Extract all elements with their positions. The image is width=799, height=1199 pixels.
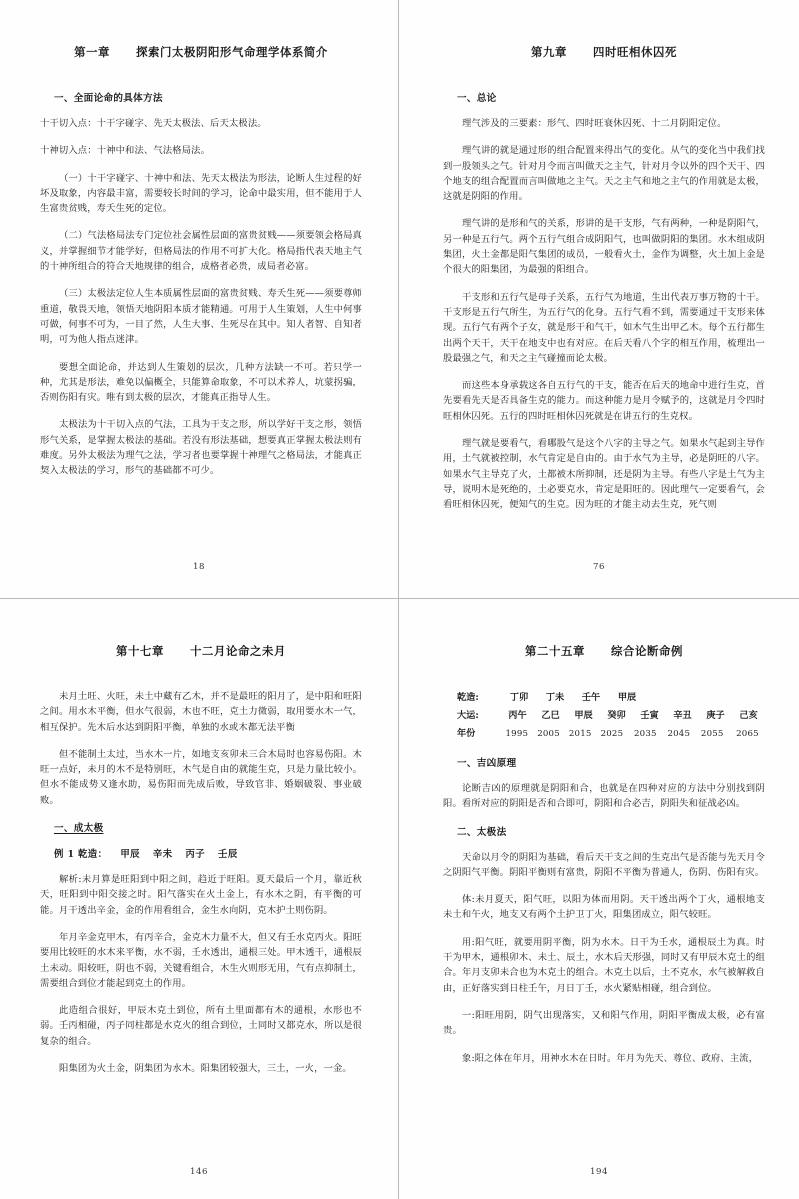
section-heading: 一、吉凶原理 xyxy=(457,758,517,769)
pillar-month: 辛未 xyxy=(152,849,173,861)
paragraph: 年月辛金克甲木，有丙辛合，金克木力量不大，但又有壬水克丙火。阳旺要用比较旺的水木来平衡，水不弱，壬水透出，通根三处。甲木透干，通根辰土未动。阳较旺，阴也不弱，关键看组合，木生火则形无用，气有点抑制土，需要组合到位才能起到克土的作用。 xyxy=(40,931,362,989)
page-content-194 xyxy=(399,599,799,1199)
chapter-title: 四时旺相休囚死 xyxy=(593,45,677,59)
chapter-number: 第一章 xyxy=(74,45,111,59)
paragraph: 理气就是要看气，看哪股气是这个八字的主导之气。如果水气起到主导作用，土气就被控制，水气肯定是自由的。由于水气为主导，必是阴旺的八字。如果水气主导克了火，土都被木所抑制，还是阴为主导。有些八字是土气为主导，说明木是死绝的，土必要克水，肯定是阳旺的。因此理气一定要看气，会看旺相休囚死，便知气的生克。因为旺的才能主动去生克，死气则 xyxy=(443,438,765,511)
cell: 癸卯 xyxy=(607,710,626,721)
page-content-18 xyxy=(0,0,398,598)
cell: 甲辰 xyxy=(574,710,593,721)
pillar-day: 丙子 xyxy=(185,849,206,861)
book-page-194 xyxy=(399,599,799,1199)
cell: 2005 xyxy=(537,729,560,739)
row-label-luck: 大运: xyxy=(457,710,479,721)
row-label-years: 年份 xyxy=(457,728,476,739)
paragraph: 但不能制土太过，当水木一片，如地支亥卯未三合木局时也容易伤阳。木旺一点好，未月的木不是特别旺，木气是自由的就能生克，只是力量比较小。但水不能成势又逢水助，易伤阳而先成后败，导致官非、婚姻破裂、事业破败。 xyxy=(40,748,362,806)
cell: 2035 xyxy=(634,729,657,739)
paragraph: （三）太极法定位人生本质属性层面的富贵贫贱、寿夭生死——须要尊师重道，敬畏天地，领悟天地阴阳本质才能精通。可用于人生策划，人生中何事可做，何事不可为，一目了然，人生大事、生死尽在其中。知人者智、自知者明，可为他人指点迷津。 xyxy=(40,288,362,346)
chapter-title: 探索门太极阴阳形气命理学体系简介 xyxy=(136,45,328,59)
section-heading: 一、成太极 xyxy=(54,823,104,835)
paragraph: 太极法为十干切入点的气法，工具为干支之形，所以学好干支之形，领悟形气关系，是掌握太极法的基础。若没有形法基础，想要真正掌握太极法则有难度。另外太极法为理气之法，学习者也要掌握十神理气之格局法，才能真正契入太极法的学习，形气的基础都不可少。 xyxy=(40,419,362,477)
pillar-year: 甲辰 xyxy=(120,849,140,861)
paragraph: 象:阳之体在年月，用神水木在日时。年月为先天、尊位、政府、主流， xyxy=(462,1052,759,1064)
page-number: 146 xyxy=(190,1167,208,1177)
chapter-title: 综合论断命例 xyxy=(611,644,683,658)
cell: 丙午 xyxy=(508,710,527,721)
chapter-number: 第十七章 xyxy=(116,644,165,658)
paragraph: 要想全面论命，并达到人生策划的层次，几种方法缺一不可。若只学一种，尤其是形法，难免以偏概全，只能算命取象，不可以术养人，坑蒙拐骗，否则伤阳有灾。唯有到太极的层次，才能真正指导人生。 xyxy=(40,361,362,404)
paragraph: 十干切入点：十干字碰字、先天太极法、后天太极法。 xyxy=(40,118,267,129)
section-heading: 二、太极法 xyxy=(457,826,507,838)
paragraph: 干支形和五行气是母子关系，五行气为地道，生出代表万事万物的十干。干支形是五行气所生，为五行气的化身。五行气看不到，需要通过干支形来体现。五行气有两个子女，就是形干和气干，如木气生出甲乙木。每个五行都生出两个天干，天干在地支中也有对应。在后天看八个字的相互作用，梳理出一股最强之气，和天之主气碰撞而论太极。 xyxy=(443,291,765,364)
paragraph: 此造组合很好，甲辰木克土到位，所有土里面都有木的通根，水形也不弱。壬丙相碰，丙子同柱都是水克火的组合到位，土同时又都克水，所以是很复杂的组合。 xyxy=(40,1005,362,1047)
paragraph: 理气讲的就是通过形的组合配置来得出气的变化。从气的变化当中我们找到一股领头之气。针对月令而言叫做天之主气，针对月令以外的四个天干、四个地支的组合配置而言叫做地之主气。天之主气和地之主气的作用就是太极，这就是阴阳的作用。 xyxy=(443,145,765,203)
paragraph: 用:阳气旺，就要用阴平衡，阴为水木。日干为壬水，通根辰土为真。时干为甲木，通根卯木、未土、辰土，水木后天形强，同时又有甲辰木克土的组合。年月支卯未合也为木克土的组合。木克土以后，土不克水，水气被解救自由，正好落实到日柱壬午，月日丁壬，水火紧贴相碰，组合到位。 xyxy=(443,936,765,994)
chapter-heading-76 xyxy=(443,44,765,60)
book-page-18 xyxy=(0,0,399,599)
cell: 丁卯 xyxy=(509,692,529,703)
example-chart-label xyxy=(40,846,362,860)
cell: 2045 xyxy=(667,729,691,739)
cell: 2065 xyxy=(736,729,759,739)
chapter-title: 十二月论命之未月 xyxy=(190,644,286,658)
paragraph: 理气讲的是形和气的关系，形讲的是干支形，气有两种，一种是阴阳气，另一种是五行气。两个五行气组合成阴阳气，也叫做阴阳的集团。水木组成阴集团，火土金都是阳气集团的成员，一般看火土，金作为调整，火土加上金是个很大的阳集团，为最强的阳组合。 xyxy=(443,218,765,276)
destiny-chart-table xyxy=(443,689,765,739)
cell: 乙巳 xyxy=(541,710,560,721)
chapter-number: 第九章 xyxy=(531,45,568,59)
cell: 2055 xyxy=(700,729,724,739)
paragraph: 论断吉凶的原理就是阴阳和合，也就是在四种对应的方法中分别找到阴阳。看所对应的阴阳是否和合即可，阴阳和合必吉，阴阳失和征战必凶。 xyxy=(443,783,765,810)
page-content-146 xyxy=(0,599,398,1199)
page-number: 76 xyxy=(593,562,605,572)
cell: 庚子 xyxy=(706,710,725,721)
paragraph: （一）十干字碰字、十神中和法、先天太极法为形法，论断人生过程的好坏及取象，内容最丰富，需要较长时间的学习，论命中最实用，但不能用于人生富贵贫贱，寿夭生死的定位。 xyxy=(40,172,362,215)
row-label-natal: 乾造: xyxy=(457,692,479,703)
book-page-146 xyxy=(0,599,399,1199)
chapter-number: 第二十五章 xyxy=(525,644,585,658)
paragraph: 十神切入点：十神中和法、气法格局法。 xyxy=(40,145,211,157)
book-page-76 xyxy=(399,0,799,599)
page-number: 18 xyxy=(193,562,205,572)
chapter-heading-146 xyxy=(40,643,362,659)
chart-row-years xyxy=(457,725,765,739)
paragraph: 天命以月令的阴阳为基础，看后天干支之间的生克出气是否能与先天月令之阴阳气平衡。阴阳平衡则有富贵，阴阳不平衡为普通人，伤阴、伤阳有灾。 xyxy=(443,851,765,878)
paragraph: 阳集团为火土金，阴集团为水木。阳集团较强大，三土，一火，一金。 xyxy=(59,1063,352,1075)
cell: 壬寅 xyxy=(640,710,659,721)
paragraph: 一:阳旺用阴，阴气出现落实，又和阳气作用，阴阳平衡成太极，必有富贵。 xyxy=(443,1009,765,1037)
paragraph: 而这些本身承载这各自五行气的干支，能否在后天的地命中进行生克，首先要看先天是否具备生克的能力。而这种能力是月令赋予的，这就是月令四时旺相休囚死。五行的四时旺相休囚死就是在讲五行的生克权。 xyxy=(443,380,765,422)
page-content-76 xyxy=(399,0,799,598)
chart-row-luck-pillars xyxy=(457,707,765,721)
paragraph: 未月土旺、火旺，未土中藏有乙木，并不是最旺的阳月了，是中阳和旺阳之间。用水木平衡，但水气很弱，木也不旺，克土力微弱，取用要水木一气，相互保护。先木后水达到阴阳平衡，单独的水或木都无法平衡 xyxy=(40,691,362,733)
cell: 辛丑 xyxy=(673,710,692,721)
cell: 2015 xyxy=(568,729,592,739)
chapter-heading-194 xyxy=(443,643,765,659)
paragraph: （二）气法格局法专门定位社会属性层面的富贵贫贱——须要领会格局真义，并掌握细节才能学好，但格局法的作用不可扩大化。格局指代表天地主气的十神所组合的符合天地规律的组合，成格者必贵，成局者必富。 xyxy=(40,230,362,273)
section-heading: 一、总论 xyxy=(457,93,497,104)
chart-row-natal-pillars xyxy=(457,689,765,703)
paragraph: 体:未月夏天，阳气旺，以阳为体而用阴。天干透出两个丁火，通根地支未土和午火，地支又有两个土护卫丁火，阳集团成立，阳气较旺。 xyxy=(443,894,765,921)
cell: 己亥 xyxy=(739,710,758,721)
section-heading: 一、全面论命的具体方法 xyxy=(54,93,163,104)
page-number: 194 xyxy=(590,1167,608,1177)
cell: 甲辰 xyxy=(617,692,637,703)
chapter-heading-18 xyxy=(40,44,362,60)
pillar-hour: 壬辰 xyxy=(218,849,238,861)
cell: 2025 xyxy=(600,729,624,739)
paragraph: 理气涉及的三要素：形气、四时旺衰休囚死、十二月阴阳定位。 xyxy=(462,118,727,129)
paragraph: 解析:未月算是旺阳到中阳之间，趋近于旺阳。夏天最后一个月，靠近秋天，旺阳到中阳交接之时。阳气落实在火土金上，有水木之阴，有平衡的可能。月干透出辛金，金的作用看组合，金生水向阴，克木护土则伤阴。 xyxy=(40,874,362,916)
cell: 壬午 xyxy=(581,692,601,703)
example-label-text: 例 1 乾造： xyxy=(54,849,108,861)
cell: 丁未 xyxy=(545,692,565,703)
cell: 1995 xyxy=(505,729,529,739)
